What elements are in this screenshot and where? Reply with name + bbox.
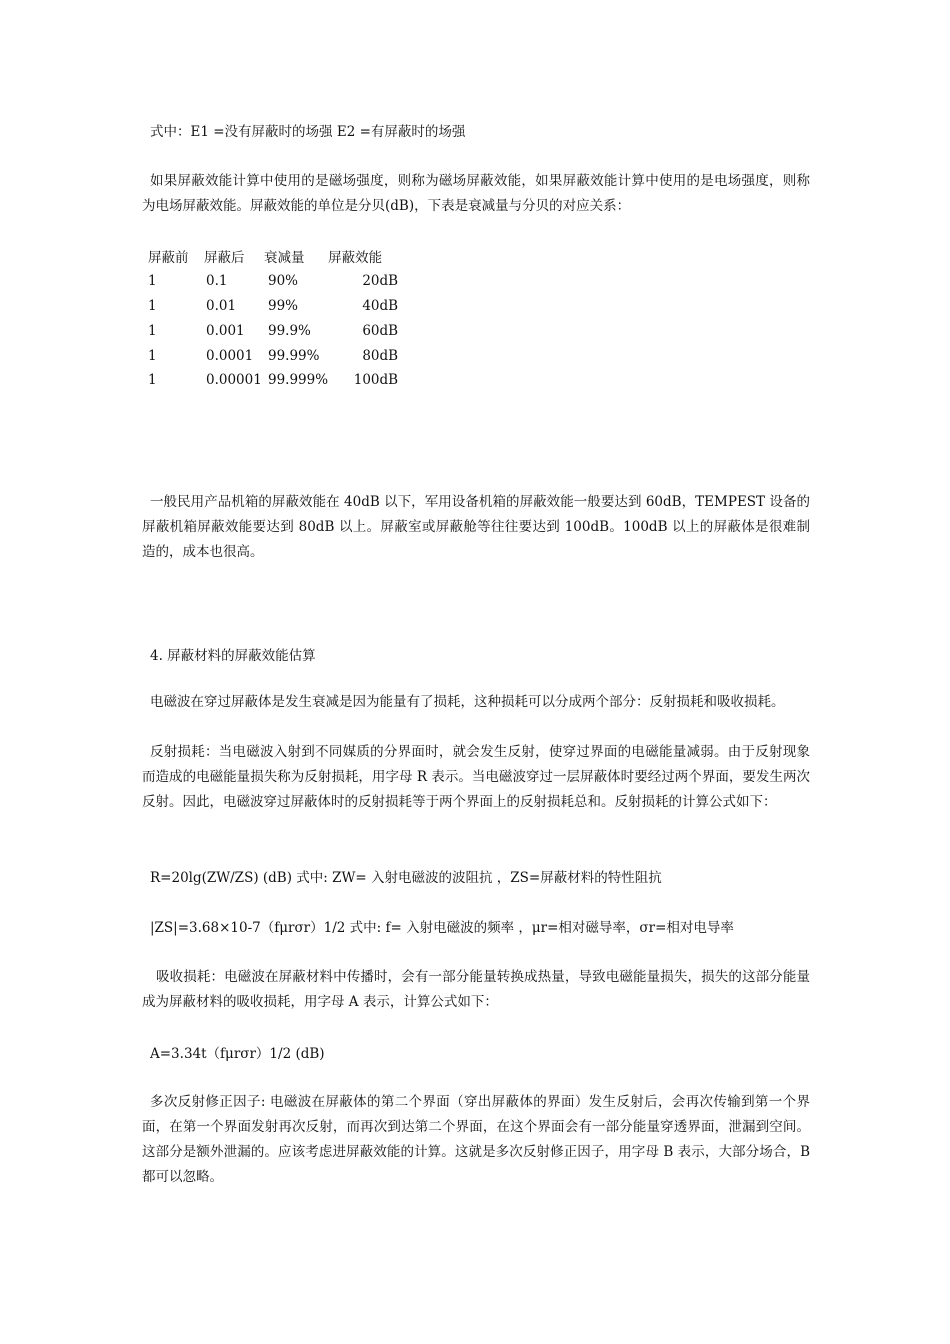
paragraph-multiple-reflection: 多次反射修正因子: 电磁波在屏蔽体的第二个界面（穿出屏蔽体的界面）发生反射后，会再次传输到第一个界面，在第一个界面发射再次反射，而再次到达第二个界面，在这个界面会有一部分能量穿透界面，泄漏到空间。这部分是额外泄漏的。应该考虑进屏蔽效能的计算。这就是多次反射修正因子，用字母 B 表示，大部分场合，B 都可以忽略。	[142, 1094, 810, 1185]
table-cell: 1	[148, 273, 157, 290]
table-cell: 99.99%	[268, 347, 320, 364]
table-row	[148, 368, 412, 393]
paragraph-absorption-loss: 吸收损耗：电磁波在屏蔽材料中传播时，会有一部分能量转换成热量，导致电磁能量损失，损失的这部分能量成为屏蔽材料的吸收损耗，用字母 A 表示，计算公式如下：	[142, 969, 810, 1010]
section-heading: 4. 屏蔽材料的屏蔽效能估算	[150, 648, 316, 664]
table-cell: 80dB	[362, 347, 399, 364]
table-cell: 0.001	[206, 322, 245, 339]
table-cell: 0.0001	[206, 347, 254, 364]
table-header-row	[148, 244, 412, 269]
table-header: 屏蔽后	[204, 250, 245, 267]
paragraph-loss-intro: 电磁波在穿过屏蔽体是发生衰减是因为能量有了损耗，这种损耗可以分成两个部分：反射损耗和吸收损耗。	[150, 694, 785, 710]
formula-impedance: |ZS|=3.68×10-7（fμrσr）1/2 式中: f= 入射电磁波的频率 ，μr=相对磁导率，σr=相对电导率	[150, 920, 734, 936]
table-cell: 40dB	[362, 297, 399, 314]
table-cell: 1	[148, 372, 157, 389]
table-row	[148, 343, 412, 368]
table-cell: 1	[148, 297, 157, 314]
table-row	[148, 269, 412, 294]
table-cell: 0.1	[206, 273, 228, 290]
table-cell: 100dB	[353, 372, 399, 389]
table-cell: 1	[148, 322, 157, 339]
table-cell: 60dB	[362, 322, 399, 339]
attenuation-table	[148, 244, 412, 393]
table-header: 屏蔽前	[148, 250, 189, 267]
paragraph-units: 如果屏蔽效能计算中使用的是磁场强度，则称为磁场屏蔽效能，如果屏蔽效能计算中使用的是电场强度，则称为电场屏蔽效能。屏蔽效能的单位是分贝(dB)，下表是衰减量与分贝的对应关系：	[142, 173, 810, 214]
formula-absorption: A=3.34t（fμrσr）1/2 (dB)	[150, 1046, 325, 1062]
table-cell: 20dB	[362, 273, 399, 290]
table-header: 屏蔽效能	[328, 250, 383, 267]
table-row	[148, 294, 412, 319]
paragraph-shielding-levels: 一般民用产品机箱的屏蔽效能在 40dB 以下，军用设备机箱的屏蔽效能一般要达到 60dB，TEMPEST 设备的屏蔽机箱屏蔽效能要达到 80dB 以上。屏蔽室或屏蔽舱等往往要达到 100dB。100dB 以上的屏蔽体是很难制造的，成本也很高。	[142, 494, 810, 560]
formula-reflection: R=20lg(ZW/ZS) (dB) 式中: ZW= 入射电磁波的波阻抗 ，ZS=屏蔽材料的特性阻抗	[150, 870, 662, 886]
table-row	[148, 318, 412, 343]
formula-note: 式中：E1 =没有屏蔽时的场强 E2 =有屏蔽时的场强	[150, 124, 466, 140]
table-header: 衰减量	[264, 250, 305, 267]
table-cell: 1	[148, 347, 157, 364]
table-cell: 99%	[268, 297, 299, 314]
table-cell: 99.9%	[268, 322, 311, 339]
table-cell: 0.00001	[206, 372, 262, 389]
table-cell: 99.999%	[268, 372, 329, 389]
table-cell: 0.01	[206, 297, 237, 314]
paragraph-reflection-loss: 反射损耗：当电磁波入射到不同媒质的分界面时，就会发生反射，使穿过界面的电磁能量减弱。由于反射现象而造成的电磁能量损失称为反射损耗，用字母 R 表示。当电磁波穿过一层屏蔽体时要经过两个界面，要发生两次反射。因此，电磁波穿过屏蔽体时的反射损耗等于两个界面上的反射损耗总和。反射损耗的计算公式如下：	[142, 744, 810, 810]
table-cell: 90%	[268, 273, 299, 290]
